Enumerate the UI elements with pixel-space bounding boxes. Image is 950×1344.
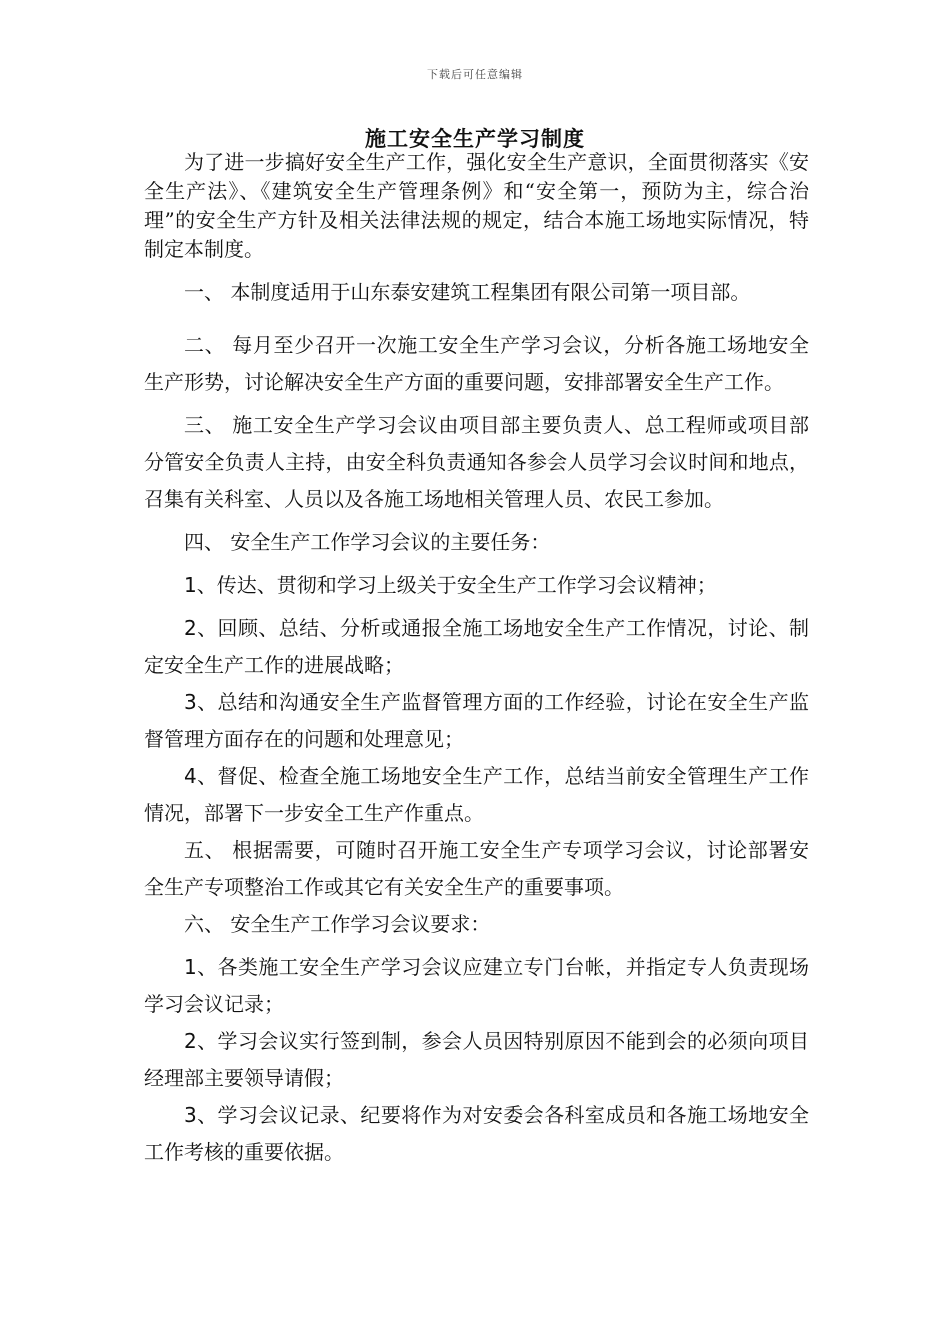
document-body	[144, 148, 809, 1171]
section-3: 三、 施工安全生产学习会议由项目部主要负责人、总工程师或项目部分管安全负责人主持，由安全科负责通知各参会人员学习会议时间和地点，召集有关科室、人员以及各施工场地相关管理人员、农民工参加。	[144, 413, 809, 511]
task-item-3: 3、总结和沟通安全生产监督管理方面的工作经验，讨论在安全生产监督管理方面存在的问题和处理意见；	[144, 690, 809, 751]
requirement-item-2: 2、学习会议实行签到制，参会人员因特别原因不能到会的必须向项目经理部主要领导请假；	[144, 1029, 809, 1090]
task-item-2: 2、回顾、总结、分析或通报全施工场地安全生产工作情况，讨论、制定安全生产工作的进展战略；	[144, 616, 809, 677]
task-item-1: 1、传达、贯彻和学习上级关于安全生产工作学习会议精神；	[184, 573, 717, 597]
page-title: 施工安全生产学习制度	[365, 126, 585, 151]
section-6: 六、 安全生产工作学习会议要求：	[184, 912, 491, 936]
section-2: 二、 每月至少召开一次施工安全生产学习会议，分析各施工场地安全生产形势，讨论解决安全生产方面的重要问题，安排部署安全生产工作。	[144, 333, 809, 394]
section-1: 一、 本制度适用于山东泰安建筑工程集团有限公司第一项目部。	[184, 280, 751, 304]
task-item-4: 4、督促、检查全施工场地安全生产工作，总结当前安全管理生产工作情况，部署下一步安全工生产作重点。	[144, 764, 809, 825]
requirement-item-1: 1、各类施工安全生产学习会议应建立专门台帐，并指定专人负责现场学习会议记录；	[144, 955, 809, 1016]
header-note: 下载后可任意编辑	[427, 68, 523, 81]
section-5: 五、 根据需要，可随时召开施工安全生产专项学习会议，讨论部署安全生产专项整治工作或其它有关安全生产的重要事项。	[144, 838, 809, 899]
section-4: 四、 安全生产工作学习会议的主要任务：	[184, 530, 551, 554]
requirement-item-3: 3、学习会议记录、纪要将作为对安委会各科室成员和各施工场地安全工作考核的重要依据。	[144, 1103, 809, 1164]
intro-paragraph: 为了进一步搞好安全生产工作，强化安全生产意识，全面贯彻落实《安全生产法》、《建筑安全生产管理条例》和“安全第一，预防为主，综合治理”的安全生产方针及相关法律法规的规定，结合本施工场地实际情况，特制定本制度。	[144, 150, 809, 261]
